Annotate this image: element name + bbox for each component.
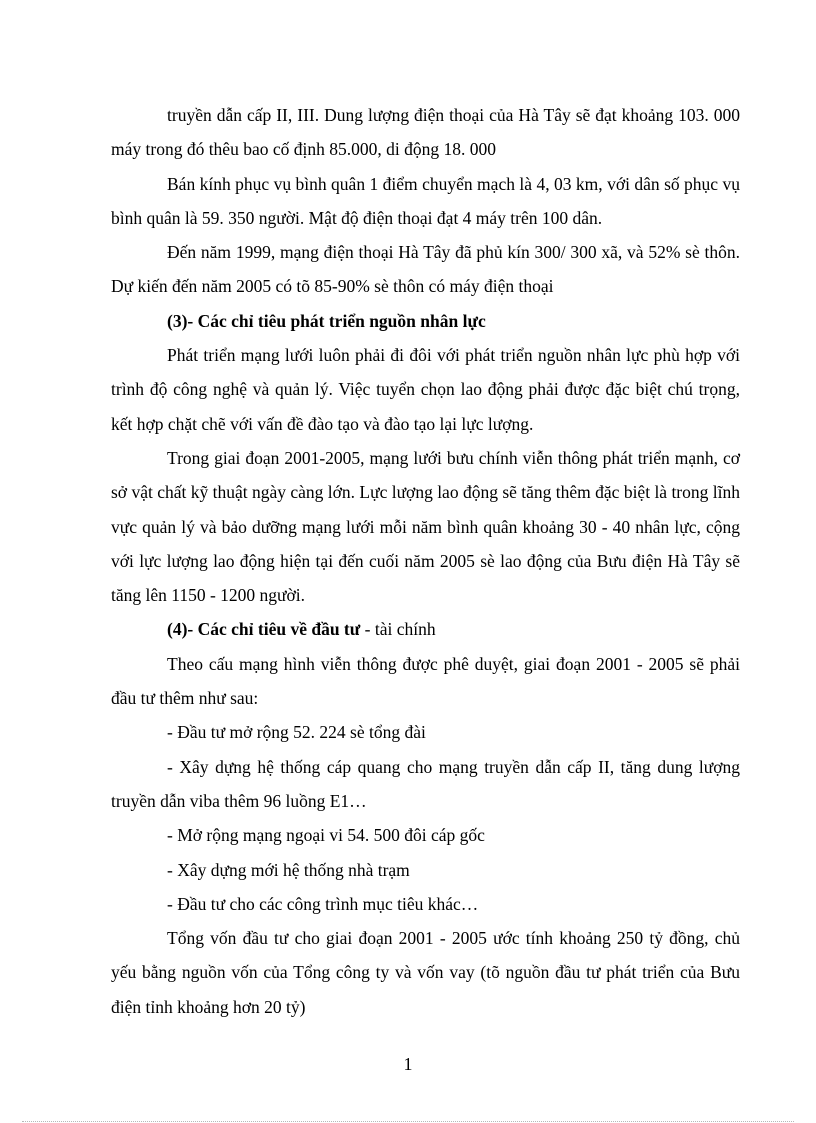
body-paragraph: - Xây dựng hệ thống cáp quang cho mạng truyền dẫn cấp II, tăng dung lượng truyền dẫn viba thêm 96 luồng E1… — [111, 756, 740, 811]
body-paragraph: Phát triển mạng lưới luôn phải đi đôi với phát triển nguồn nhân lực phù hợp với trình độ công nghệ và quản lý. Việc tuyển chọn lao động phải được đặc biệt chú trọng, kết hợp chặt chẽ với vấn đề đào tạo và đào tạo lại lực lượng. — [111, 345, 740, 434]
body-paragraph: truyền dẫn cấp II, III. Dung lượng điện thoại của Hà Tây sẽ đạt khoảng 103. 000 máy trong đó thêu bao cố định 85.000, di động 18. 000 — [111, 105, 740, 160]
page-footer-divider — [22, 1121, 794, 1122]
document-body — [111, 98, 740, 1024]
list-item: - Đầu tư mở rộng 52. 224 sè tổng đài — [167, 722, 426, 743]
section-heading-lead: (4)- Các chỉ tiêu về đầu tư — [167, 619, 361, 640]
list-item: - Xây dựng mới hệ thống nhà trạm — [167, 859, 410, 880]
body-paragraph: Trong giai đoạn 2001-2005, mạng lưới bưu chính viễn thông phát triển mạnh, cơ sở vật chất kỹ thuật ngày càng lớn. Lực lượng lao động sẽ tăng thêm đặc biệt là trong lĩnh vực quản lý và bảo dưỡng mạng lưới mỗi năm bình quân khoảng 30 - 40 nhân lực, cộng với lực lượng lao động hiện tại đến cuối năm 2005 sè lao động của Bưu điện Hà Tây sẽ tăng lên 1150 - 1200 người. — [111, 447, 740, 606]
section-heading-tail: - tài chính — [360, 619, 436, 640]
body-paragraph: Đến năm 1999, mạng điện thoại Hà Tây đã phủ kín 300/ 300 xã, và 52% sè thôn. Dự kiến đến năm 2005 có tõ 85-90% sè thôn có máy điện thoại — [111, 242, 740, 297]
section-heading: (3)- Các chỉ tiêu phát triển nguồn nhân lực — [167, 310, 486, 331]
section-heading — [111, 612, 740, 646]
page-number: 1 — [403, 1054, 413, 1074]
list-item: - Mở rộng mạng ngoại vi 54. 500 đôi cáp gốc — [167, 825, 485, 846]
body-paragraph: Tổng vốn đầu tư cho giai đoạn 2001 - 2005 ước tính khoảng 250 tỷ đồng, chủ yếu bằng nguồn vốn của Tổng công ty và vốn vay (tõ nguồn đầu tư phát triển của Bưu điện tỉnh khoảng hơn 20 tỷ) — [111, 928, 740, 1017]
list-item: - Đầu tư cho các công trình mục tiêu khác… — [167, 893, 479, 914]
body-paragraph: Theo cấu mạng hình viễn thông được phê duyệt, giai đoạn 2001 - 2005 sẽ phải đầu tư thêm như sau: — [111, 653, 740, 709]
body-paragraph: Bán kính phục vụ bình quân 1 điểm chuyển mạch là 4, 03 km, với dân số phục vụ bình quân là 59. 350 người. Mật độ điện thoại đạt 4 máy trên 100 dân. — [111, 173, 740, 228]
